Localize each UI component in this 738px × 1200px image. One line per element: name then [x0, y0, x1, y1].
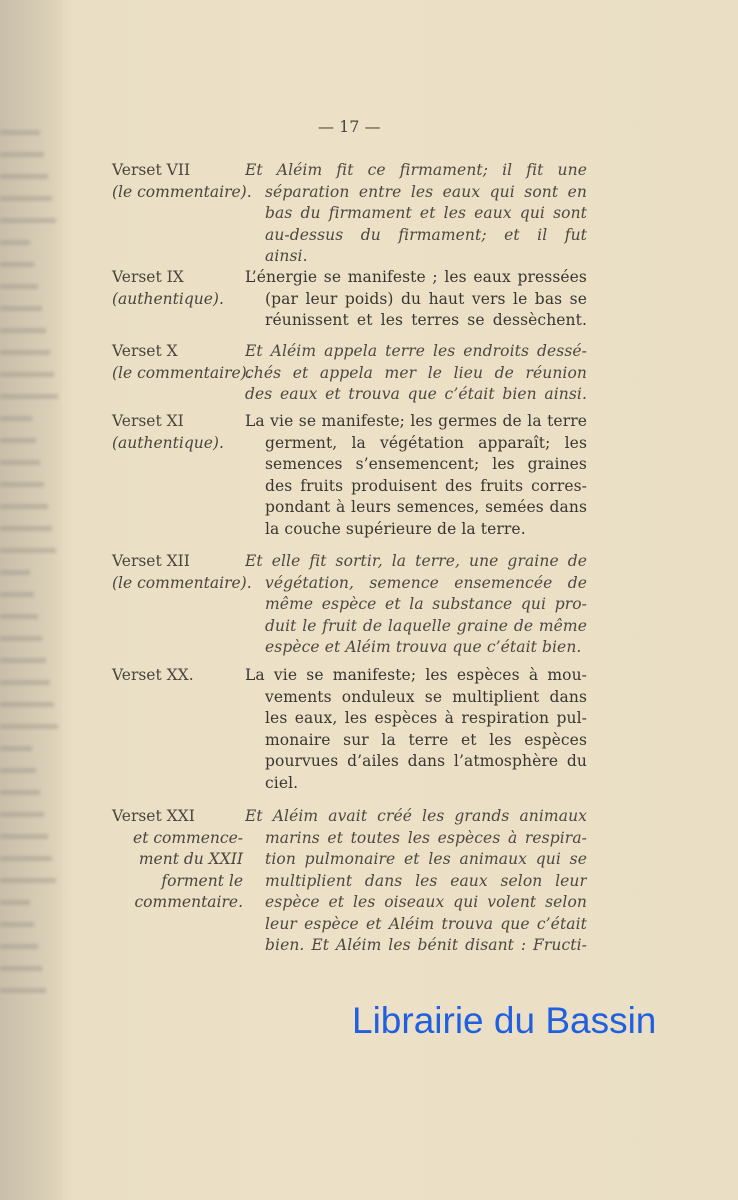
- verse-label: [112, 341, 252, 384]
- verse-label-line: (le commentaire).: [112, 573, 252, 592]
- previous-page-edge: [0, 0, 62, 1200]
- bleed-through-line: [0, 834, 48, 839]
- bleed-through-line: [0, 724, 58, 729]
- verse-label-line: Verset VII: [112, 161, 191, 179]
- verse-text: [245, 341, 587, 406]
- verse-text-line: Et Aléim appela terre les endroits dessé-: [245, 342, 587, 360]
- bleed-through-line: [0, 218, 56, 223]
- bleed-through-line: [0, 878, 56, 883]
- verse-label-line: Verset IX: [112, 268, 184, 286]
- verse-text-line: La vie se manifeste; les germes de la terre: [245, 412, 587, 430]
- verse-label-line: (authentique).: [112, 433, 224, 452]
- verse-text-line: duit le fruit de laquelle graine de même: [265, 616, 587, 635]
- verse-text-line: semences s’ensemencent; les graines: [265, 455, 587, 473]
- bleed-through-line: [0, 636, 42, 641]
- verse-label-line: et commence-: [133, 828, 243, 847]
- bleed-through-line: [0, 196, 52, 201]
- verse-text-line: Et elle fit sortir, la terre, une graine de: [245, 552, 587, 570]
- bleed-through-line: [0, 130, 40, 135]
- verse-label-line: commentaire.: [134, 893, 243, 911]
- verse-text-line: ainsi.: [265, 247, 308, 265]
- verse-text-line: L’énergie se manifeste ; les eaux pressées: [245, 268, 587, 286]
- verse-label-line: Verset XI: [112, 412, 184, 430]
- bleed-through-line: [0, 702, 54, 707]
- verse-label-line: (authentique).: [112, 289, 224, 308]
- verse-text-line: au-dessus du firmament; et il fut: [265, 225, 587, 244]
- verse-text: [245, 551, 587, 659]
- bleed-through-line: [0, 570, 30, 575]
- verse-text-line: multiplient dans les eaux selon leur: [265, 871, 587, 890]
- bleed-through-line: [0, 592, 34, 597]
- verse-text-line: monaire sur la terre et les espèces: [265, 730, 587, 749]
- verse-text-line: bien. Et Aléim les bénit disant : Fructi-: [265, 936, 587, 954]
- verse-label: [112, 267, 252, 310]
- bleed-through-line: [0, 174, 48, 179]
- bleed-through-line: [0, 438, 36, 443]
- bleed-through-line: [0, 746, 32, 751]
- bleed-through-line: [0, 350, 50, 355]
- bleed-through-line: [0, 306, 42, 311]
- bleed-through-line: [0, 240, 30, 245]
- bleed-through-line: [0, 790, 40, 795]
- verse-text-line: des eaux et trouva que c’était bien ainsi.: [245, 385, 587, 403]
- verse-label: [112, 806, 243, 914]
- verse-text-line: vements onduleux se multiplient dans: [265, 687, 587, 706]
- verse-label-line: (le commentaire).: [112, 182, 252, 201]
- bleed-through-line: [0, 284, 38, 289]
- bleed-through-line: [0, 768, 36, 773]
- verse-text: [245, 267, 587, 332]
- verse-text-line: leur espèce et Aléim trouva que c’était: [265, 914, 587, 933]
- verse-text-line: espèce et Aléim trouva que c’était bien.: [265, 638, 582, 656]
- bleed-through-line: [0, 262, 34, 267]
- verse-text: [245, 806, 587, 957]
- verse-label-line: forment le: [161, 871, 243, 890]
- verse-text-line: Et Aléim fit ce firmament; il fit une: [245, 161, 587, 179]
- page-number: — 17 —: [318, 117, 381, 136]
- verse-text-line: Et Aléim avait créé les grands animaux: [245, 807, 587, 825]
- bleed-through-line: [0, 548, 56, 553]
- bleed-through-line: [0, 372, 54, 377]
- bleed-through-line: [0, 460, 40, 465]
- verse-text-line: pondant à leurs semences, semées dans: [265, 498, 587, 516]
- verse-text-line: des fruits produisent des fruits corres-: [265, 476, 587, 495]
- verse-text-line: même espèce et la substance qui pro-: [265, 595, 587, 613]
- verse-text-line: séparation entre les eaux qui sont en: [265, 182, 587, 201]
- verse-text-line: végétation, semence ensemencée de: [265, 573, 587, 592]
- bleed-through-line: [0, 394, 58, 399]
- bleed-through-line: [0, 922, 34, 927]
- bleed-through-line: [0, 328, 46, 333]
- verse-text-line: (par leur poids) du haut vers le bas se: [265, 289, 587, 308]
- bleed-through-line: [0, 966, 42, 971]
- verse-text: [245, 411, 587, 540]
- verse-text-line: ciel.: [265, 773, 299, 792]
- bleed-through-line: [0, 614, 38, 619]
- verse-label: [112, 411, 252, 454]
- verse-text-line: tion pulmonaire et les animaux qui se: [265, 850, 587, 868]
- verse-label: [112, 665, 252, 687]
- bleed-through-line: [0, 944, 38, 949]
- bleed-through-line: [0, 504, 48, 509]
- bleed-through-line: [0, 812, 44, 817]
- verse-text: [245, 665, 587, 794]
- verse-text-line: marins et toutes les espèces à respira-: [265, 828, 587, 847]
- bleed-through-line: [0, 482, 44, 487]
- verse-label-line: Verset XXI: [112, 807, 195, 825]
- verse-text-line: chés et appela mer le lieu de réunion: [245, 363, 587, 382]
- bleed-through-line: [0, 900, 30, 905]
- verse-label-line: (le commentaire).: [112, 363, 252, 382]
- verse-text-line: germent, la végétation apparaît; les: [265, 433, 587, 452]
- bleed-through-line: [0, 680, 50, 685]
- bleed-through-line: [0, 416, 32, 421]
- verse-text-line: la couche supérieure de la terre.: [265, 519, 526, 538]
- verse-label-line: Verset XII: [112, 552, 190, 570]
- verse-text-line: espèce et les oiseaux qui volent selon: [265, 893, 587, 911]
- verse-text-line: réunissent et les terres se dessèchent.: [265, 311, 587, 329]
- bleed-through-line: [0, 856, 52, 861]
- verse-label-line: ment du XXII: [138, 850, 243, 868]
- verse-label-line: Verset X: [112, 342, 178, 360]
- verse-text-line: pourvues d’ailes dans l’atmosphère du: [265, 752, 587, 770]
- watermark: Librairie du Bassin: [352, 1000, 657, 1041]
- verse-text: [245, 160, 587, 268]
- verse-text-line: les eaux, les espèces à respiration pul-: [265, 709, 587, 727]
- verse-text-line: bas du firmament et les eaux qui sont: [265, 204, 587, 222]
- bleed-through-line: [0, 152, 44, 157]
- bleed-through-line: [0, 526, 52, 531]
- bleed-through-line: [0, 658, 46, 663]
- verse-label: [112, 160, 252, 203]
- verse-text-line: La vie se manifeste; les espèces à mou-: [245, 666, 587, 684]
- verse-label: [112, 551, 252, 594]
- verse-label-line: Verset XX.: [112, 666, 194, 684]
- bleed-through-line: [0, 988, 46, 993]
